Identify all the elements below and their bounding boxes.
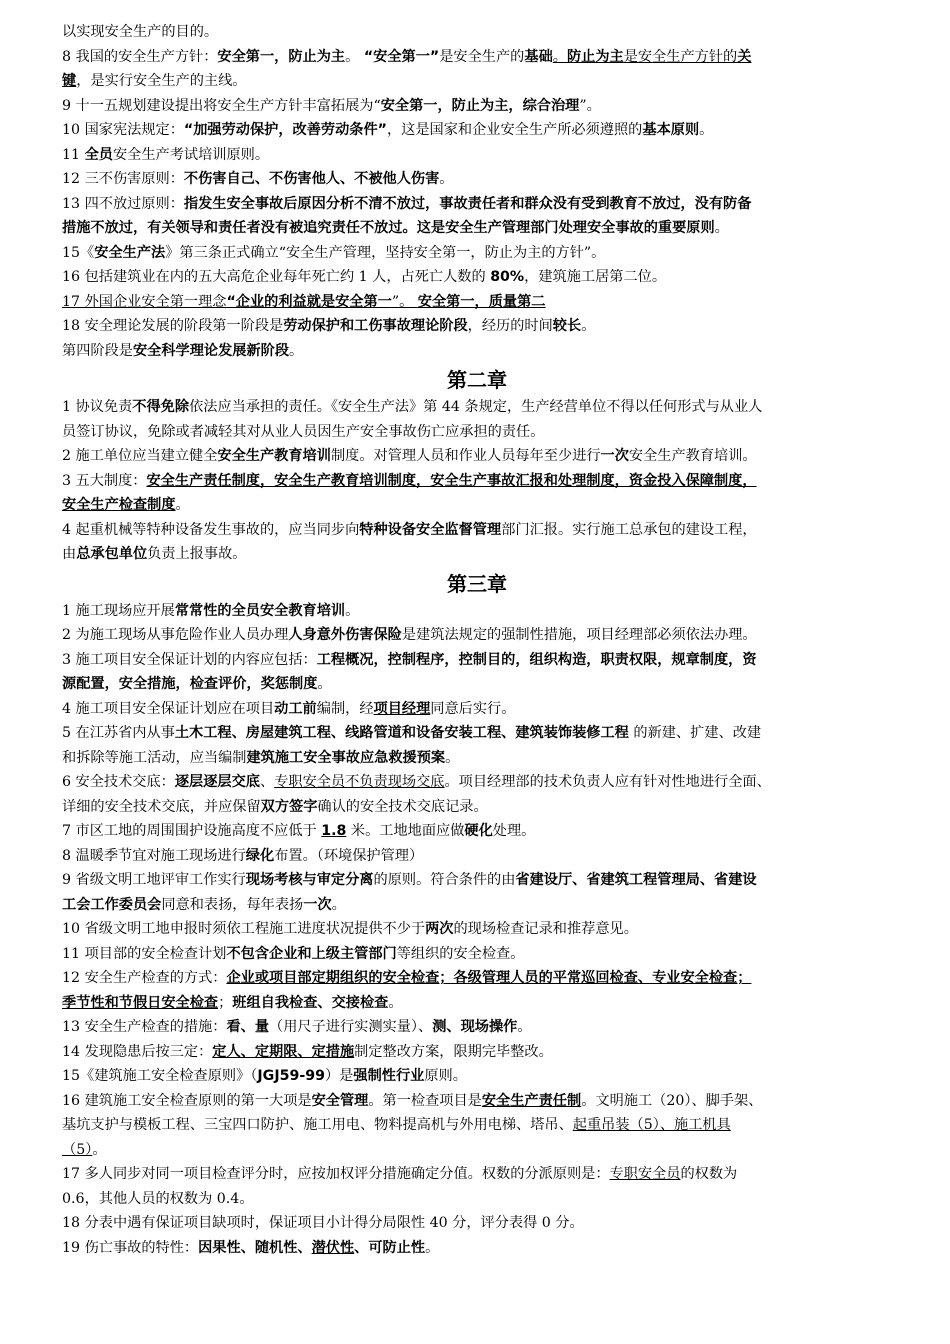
bold-text: 安全生产责任制 [481,1092,582,1109]
text-segment: 确认的安全技术交底记录。 [317,798,488,815]
text-line [62,339,892,364]
text-segment: 负责上报事故。 [147,546,247,562]
text-segment: 14 发现隐患后按三定： [62,1043,213,1060]
text-segment: 。 [331,896,346,913]
text-line [62,1113,892,1138]
text-line [62,697,892,722]
text-line [62,420,892,445]
text-segment: 11 [62,146,85,163]
text-segment: 处理。 [492,823,536,839]
text-segment: 2 为施工现场从事危险作业人员办理 [62,627,289,643]
text-segment: 7 市区工地的周围围护设施高度不应低于 [62,823,322,839]
text-segment: 。 [425,1239,440,1256]
text-line [62,1236,892,1261]
bold-text: 土木工程、房屋建筑工程、线路管道和设备安装工程、建筑装饰装修工程 [174,725,629,741]
text-segment: 16 建筑施工安全检查原则的第一大项是 [62,1092,312,1109]
text-segment: 同意和表扬，每年表扬 [161,896,304,913]
text-segment: ）是 [324,1068,354,1084]
bold-text: 省建设厅、省建筑工程管理局、省建设 [515,872,757,888]
text-line [62,844,892,869]
bold-text: 安全生产教育培训 [217,448,331,464]
text-segment: 17 外国企业安全第一理念 [62,293,227,310]
text-line [62,290,892,315]
bold-text: 一次 [600,448,629,464]
bold-text: 安全生产法 [94,244,166,261]
text-segment: 。 [552,48,567,65]
bold-text: 安全第一，质量第二 [417,293,546,310]
text-segment: 的新建、扩建、改建 [628,725,762,741]
text-line [62,314,892,339]
text-segment: 18 安全理论发展的阶段第一阶段是 [62,318,284,334]
text-line [62,1211,892,1236]
text-segment: 。 [439,171,454,187]
bold-text: “安全第一” [363,48,440,65]
text-line [62,991,892,1016]
text-segment: 5 在江苏省内从事 [62,725,175,741]
text-line [62,893,892,918]
bold-text: 特种设备安全监督管理 [359,521,502,538]
text-segment: 19 伤亡事故的特性： [62,1239,199,1256]
text-segment: （用尺子进行实测实量）、 [269,1019,433,1035]
bold-text: 两次 [425,921,454,937]
text-segment: 是安全生产的 [439,48,525,65]
text-segment: 和拆除等施工活动，应当编制 [62,749,247,766]
text-line [62,1187,892,1212]
text-line [62,623,892,648]
bold-text: 硬化 [464,823,493,839]
text-segment: ，是实行安全生产的主线。 [76,73,247,89]
bold-text: 定人、定期限、定措施 [212,1043,355,1060]
text-line [62,819,892,844]
text-segment: 。 [388,994,403,1011]
text-segment: 》第三条正式确立“安全生产管理，坚持安全第一，防止为主的方针”。 [165,244,606,261]
chapter-heading: 第二章 [447,368,507,392]
text-line [62,45,892,70]
bold-text: 看、量 [226,1019,270,1035]
text-line [62,917,892,942]
text-segment: 基坑支护与模板工程、三宝四口防护、施工用电、物料提高机与外用电梯、塔吊、 [62,1117,573,1133]
bold-text: 关 [737,48,752,65]
text-line [62,1064,892,1089]
text-segment: 专职安全员不负责现场交底 [274,774,445,790]
text-segment: 、 [260,774,275,790]
text-line [62,1089,892,1114]
text-segment: 。第一检查项目是 [368,1092,482,1109]
bold-text: “企业的利益就是安全第一 [226,293,392,310]
text-segment: 13 四不放过原则： [62,195,184,212]
bold-text: 全员 [84,146,113,163]
text-segment: 。 [581,318,596,334]
text-line [62,118,892,143]
text-segment: 17 多人同步对同一项目检查评分时，应按加权评分措施确定分值。权数的分派原则是： [62,1166,610,1182]
text-segment: 等组织的安全检查。 [396,945,525,962]
text-segment: 米。工地地面应做 [346,823,465,839]
bold-text: 安全生产责任制度，安全生产教育培训制度，安全生产事故汇报和处理制度，资金投入保障制度， [146,472,757,489]
text-segment: 的权数为 [680,1166,738,1182]
bold-text: 建筑施工安全事故应急救援预案 [246,749,446,766]
bold-text: 不伤害自己、不伤害他人、不被他人伤害 [183,171,440,187]
text-segment: 是建筑法规定的强制性措施，项目经理部必须依法办理。 [401,627,757,643]
text-line [62,795,892,820]
text-segment: 制度。对管理人员和作业人员每年至少进行 [330,448,601,464]
text-segment: 2 施工单位应当建立健全 [62,448,218,464]
bold-text: 指发生安全事故后原因分析不清不放过，事故责任者和群众没有受到教育不放过，没有防备 [183,195,752,212]
text-segment: （5） [62,1141,93,1158]
text-line [62,469,892,494]
text-segment: 。 [517,1019,532,1035]
bold-text: 双方签字 [260,798,318,815]
text-segment: 4 施工项目安全保证计划应在项目 [62,700,275,717]
text-segment: 。 [445,749,460,766]
bold-text: “加强劳动保护，改善劳动条件” [183,122,387,138]
text-segment: 9 省级文明工地评审工作实行 [62,872,246,888]
bold-text: 安全第一，防止为主，综合治理 [380,97,580,114]
text-line [62,648,892,673]
text-segment: 15《 [62,244,95,261]
bold-text: 安全管理 [311,1092,369,1109]
bold-text: 安全第一，防止为主 [217,48,346,65]
text-segment: ，这是国家和企业安全生产所必须遵照的 [386,122,643,138]
text-line [62,518,892,543]
bold-text: 潜伏性 [311,1239,355,1256]
text-segment: 1 协议免责 [62,399,133,415]
bold-text: 1.8 [321,823,347,839]
text-line [62,1040,892,1065]
bold-text: 键 [62,73,77,89]
bold-text: 、可防止性 [354,1239,426,1256]
bold-text: 不得免除 [132,399,190,415]
bold-text: 一次 [303,896,332,913]
text-segment: 详细的安全技术交底，并应保留 [62,798,261,815]
bold-text: 班组自我检查、交接检查 [232,994,389,1011]
bold-text: 工会工作委员会 [62,896,162,913]
bold-text: 常常性的全员安全教育培训 [174,602,346,619]
bold-text: 源配置，安全措施，检查评价，奖惩制度 [62,676,318,692]
text-line [62,672,892,697]
text-segment: 。 [345,48,364,65]
text-segment: 专职安全员 [609,1166,681,1182]
text-segment: 。项目经理部的技术负责人应有针对性地进行全面、 [444,774,771,790]
bold-text: 因果性、随机性、 [198,1239,312,1256]
text-line [62,1138,892,1163]
bold-text: JGJ59-99 [257,1068,325,1084]
bold-text: 较长 [552,318,582,334]
chapter-heading: 第三章 [447,571,507,596]
bold-text: 季节性和节假日安全检查 [62,994,219,1011]
text-segment: 3 五大制度： [62,472,147,489]
text-segment: ，经历的时间 [467,318,553,334]
text-line [62,721,892,746]
bold-text: 绿化 [245,847,275,864]
text-line [62,69,892,94]
text-segment: 部门汇报。实行施工总承包的建设工程， [501,521,757,538]
text-segment: 1 施工现场应开展 [62,602,175,619]
bold-text: 现场考核与审定分离 [245,872,374,888]
text-line [62,94,892,119]
text-segment: 安全生产考试培训原则。 [112,146,270,163]
text-segment: 8 我国的安全生产方针： [62,48,218,65]
bold-text: 人身意外伤害保险 [288,627,402,643]
text-line [62,216,892,241]
text-segment: 安全生产教育培训。 [628,448,757,464]
text-segment: ； [218,994,233,1011]
text-segment: 3 施工项目安全保证计划的内容应包括： [62,651,317,668]
bold-text: 项目经理 [373,700,431,717]
text-segment: 10 国家宪法规定： [62,122,184,138]
text-segment: 。 [92,1141,107,1158]
text-segment: 编制，经 [316,700,374,717]
text-segment: ”。 [391,293,418,310]
text-segment: 员签订协议，免除或者减轻其对从业人员因生产安全事故伤亡应承担的责任。 [62,423,545,440]
text-segment: 的现场检查记录和推荐意见。 [453,921,638,937]
bold-text: 基础 [524,48,553,65]
text-line [62,444,892,469]
bold-text: 措施不放过，有关领导和责任者没有被追究责任不放过。这是安全生产管理部门处理安全事故的重要原则 [62,220,715,236]
text-line [62,20,892,45]
text-line [62,1162,892,1187]
text-line [62,143,892,168]
text-line [62,265,892,290]
bold-text: 基本原则 [642,122,700,138]
bold-text: 企业或项目部定期组织的安全检查；各级管理人员的平常巡回检查、专业安全检查； [226,970,752,986]
text-line [62,599,892,624]
text-line [62,395,892,420]
text-segment: 8 温暖季节宜对施工现场进行 [62,847,246,864]
text-line [62,1015,892,1040]
text-line [62,493,892,518]
text-line [62,542,892,567]
text-line [62,192,892,217]
text-line [62,746,892,771]
text-segment: ”。 [579,97,601,114]
text-segment: 。 [699,122,714,138]
text-segment: 布置。（环境保护管理） [274,847,424,864]
text-segment: 11 项目部的安全检查计划 [62,945,227,962]
text-segment: 原则。 [424,1068,467,1084]
bold-text: 工程概况，控制程序，控制目的，组织构造，职责权限，规章制度，资 [316,651,757,668]
text-segment: 。文明施工（20）、脚手架、 [581,1092,763,1109]
text-segment: 12 三不伤害原则： [62,171,184,187]
text-segment: 是安全生产方针的 [623,48,738,65]
text-segment: 13 安全生产检查的措施： [62,1019,227,1035]
text-segment: 9 十一五规划建设提出将安全生产方针丰富拓展为“ [62,97,381,114]
text-segment: 10 省级文明工地申报时须依工程施工进度状况提供不少于 [62,921,426,937]
text-segment: 依法应当承担的责任。《安全生产法》第 44 条规定，生产经营单位不得以任何形式与从业人 [189,399,763,415]
text-segment: 16 包括建筑业在内的五大高危企业每年死亡约 1 人，占死亡人数的 [62,269,491,285]
bold-text: 安全科学理论发展新阶段 [132,342,290,359]
bold-text: 安全生产检查制度 [62,497,176,513]
text-segment: 4 起重机械等特种设备发生事故的，应当同步向 [62,521,360,538]
text-segment: 制定整改方案，限期完毕整改。 [354,1043,553,1060]
bold-text: 强制性行业 [353,1068,425,1084]
bold-text: 不包含企业和上级主管部门 [226,945,397,962]
text-segment: 。 [345,602,360,619]
bold-text: 动工前 [274,700,317,717]
text-segment: 。 [714,220,729,236]
text-segment: 0.6，其他人员的权数为 0.4。 [62,1190,254,1207]
text-segment: 同意后实行。 [430,700,516,717]
bold-text: 总承包单位 [76,546,148,562]
text-segment: ，建筑施工居第二位。 [524,269,667,285]
text-segment: 。 [175,497,190,513]
text-segment: 12 安全生产检查的方式： [62,970,227,986]
text-line [62,167,892,192]
text-segment: 18 分表中遇有保证项目缺项时，保证项目小计得分局限性 40 分，评分表得 0 分。 [62,1215,584,1231]
text-segment: 第四阶段是 [62,342,133,359]
text-segment: 。 [317,676,332,692]
bold-text: 逐层逐层交底 [174,774,260,790]
text-segment: 6 安全技术交底： [62,774,175,790]
text-segment: 以实现安全生产的目的。 [62,24,219,40]
text-segment: 的原则。符合条件的由 [373,872,516,888]
bold-text: 防止为主 [566,48,624,65]
text-line [62,770,892,795]
text-line [62,868,892,893]
bold-text: 劳动保护和工伤事故理论阶段 [283,318,468,334]
text-line [62,966,892,991]
bold-text: 80% [490,269,525,285]
text-segment: 起重吊装（5）、施工机具 [572,1117,731,1133]
text-segment: 由 [62,546,77,562]
text-line [62,942,892,967]
text-segment: 。 [289,342,304,359]
bold-text: 测、现场操作 [432,1019,518,1035]
document-page [62,20,892,1260]
text-line [62,241,892,266]
text-segment: 15《建筑施工安全检查原则》（ [62,1068,258,1084]
